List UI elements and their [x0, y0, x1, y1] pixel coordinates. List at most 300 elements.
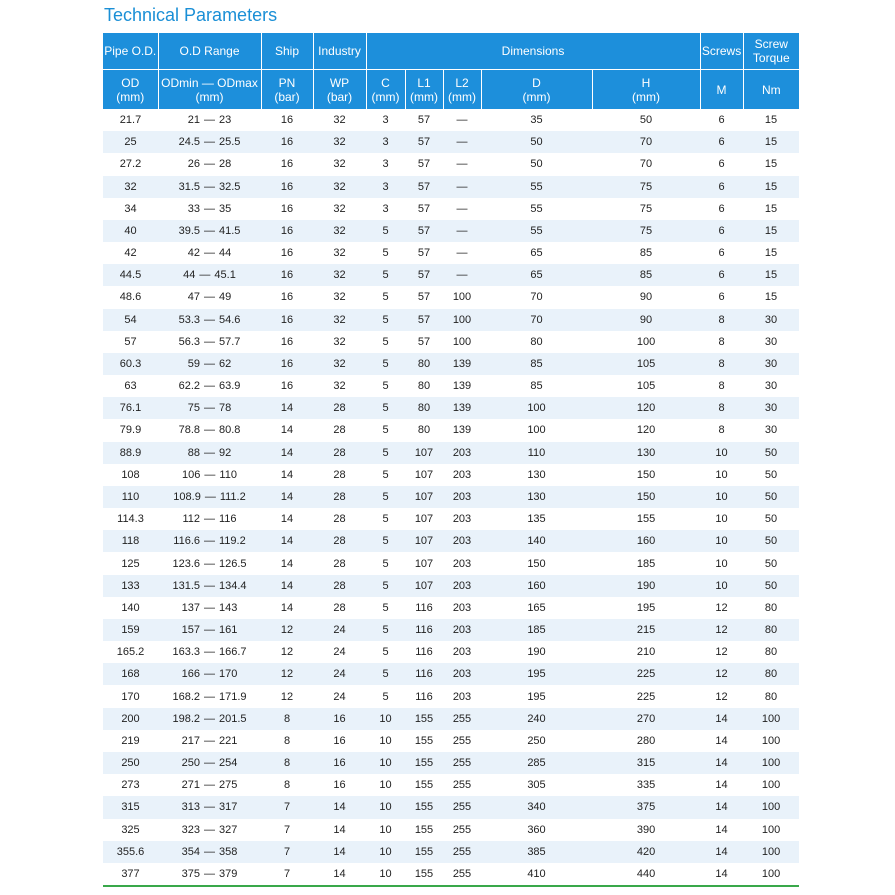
cell-l2: 255 [443, 841, 481, 863]
range-separator: — [204, 867, 215, 880]
cell-h: 85 [592, 242, 700, 264]
cell-d: 160 [481, 575, 592, 597]
range-separator: — [204, 291, 215, 304]
cell-h: 100 [592, 331, 700, 353]
cell-wp: 14 [313, 863, 366, 886]
range-separator: — [204, 513, 215, 526]
cell-wp: 16 [313, 708, 366, 730]
cell-c: 10 [366, 708, 405, 730]
range-separator: — [204, 247, 215, 260]
cell-h: 155 [592, 508, 700, 530]
cell-nm: 80 [743, 641, 799, 663]
cell-l1: 57 [405, 198, 443, 220]
cell-od-range [158, 774, 261, 796]
table-row [103, 242, 799, 264]
cell-l2: 203 [443, 552, 481, 574]
cell-h: 215 [592, 619, 700, 641]
cell-l2: 203 [443, 663, 481, 685]
cell-l2: 255 [443, 774, 481, 796]
table-row [103, 220, 799, 242]
cell-pn: 16 [261, 331, 313, 353]
cell-d: 135 [481, 508, 592, 530]
cell-m: 6 [700, 242, 743, 264]
cell-m: 10 [700, 552, 743, 574]
cell-nm: 80 [743, 663, 799, 685]
cell-h: 390 [592, 819, 700, 841]
od-max: 119.2 [219, 535, 246, 548]
cell-m: 8 [700, 353, 743, 375]
cell-od: 200 [103, 708, 158, 730]
cell-nm: 100 [743, 863, 799, 886]
od-min: 78.8 [178, 424, 200, 437]
cell-m: 6 [700, 109, 743, 131]
cell-od: 110 [103, 486, 158, 508]
cell-m: 6 [700, 220, 743, 242]
cell-l2: 255 [443, 708, 481, 730]
cell-h: 90 [592, 309, 700, 331]
range-separator: — [204, 424, 215, 437]
cell-m: 14 [700, 774, 743, 796]
table-row [103, 841, 799, 863]
table-row [103, 331, 799, 353]
table-row [103, 685, 799, 707]
od-min: 42 [187, 247, 200, 260]
cell-wp: 14 [313, 796, 366, 818]
od-min: 21 [187, 114, 200, 127]
cell-h: 270 [592, 708, 700, 730]
cell-l2: — [443, 153, 481, 175]
od-max: 126.5 [219, 557, 247, 570]
cell-c: 5 [366, 419, 405, 441]
cell-m: 10 [700, 464, 743, 486]
cell-od-range [158, 486, 261, 508]
cell-pn: 16 [261, 242, 313, 264]
cell-h: 90 [592, 286, 700, 308]
cell-l2: 203 [443, 619, 481, 641]
cell-wp: 32 [313, 264, 366, 286]
cell-h: 195 [592, 597, 700, 619]
cell-c: 10 [366, 796, 405, 818]
table-row [103, 353, 799, 375]
od-min: 112 [182, 513, 200, 526]
range-separator: — [204, 779, 215, 792]
cell-h: 75 [592, 220, 700, 242]
od-min: 47 [187, 291, 200, 304]
cell-l2: 139 [443, 419, 481, 441]
cell-od: 76.1 [103, 397, 158, 419]
od-max: 54.6 [219, 313, 241, 326]
cell-od: 108 [103, 464, 158, 486]
cell-od: 48.6 [103, 286, 158, 308]
cell-nm: 50 [743, 464, 799, 486]
cell-h: 85 [592, 264, 700, 286]
cell-d: 150 [481, 552, 592, 574]
range-separator: — [204, 845, 215, 858]
cell-od-range [158, 153, 261, 175]
od-min: 24.5 [178, 136, 200, 149]
cell-od-range [158, 397, 261, 419]
cell-c: 5 [366, 641, 405, 663]
cell-pn: 16 [261, 286, 313, 308]
cell-m: 8 [700, 375, 743, 397]
cell-c: 5 [366, 242, 405, 264]
od-max: 25.5 [219, 136, 241, 149]
range-separator: — [204, 712, 215, 725]
cell-m: 12 [700, 663, 743, 685]
cell-d: 70 [481, 309, 592, 331]
cell-h: 315 [592, 752, 700, 774]
table-row [103, 198, 799, 220]
cell-h: 210 [592, 641, 700, 663]
cell-c: 5 [366, 442, 405, 464]
cell-d: 55 [481, 220, 592, 242]
table-row [103, 375, 799, 397]
cell-nm: 100 [743, 841, 799, 863]
od-min: 168.2 [172, 690, 200, 703]
cell-wp: 32 [313, 176, 366, 198]
cell-m: 6 [700, 286, 743, 308]
od-max: 170 [219, 668, 238, 681]
cell-d: 195 [481, 685, 592, 707]
cell-d: 185 [481, 619, 592, 641]
cell-l1: 57 [405, 286, 443, 308]
od-min: 375 [181, 867, 200, 880]
cell-d: 340 [481, 796, 592, 818]
cell-h: 150 [592, 464, 700, 486]
cell-od: 40 [103, 220, 158, 242]
od-min: 53.3 [178, 313, 200, 326]
cell-od: 57 [103, 331, 158, 353]
range-separator: — [204, 313, 215, 326]
od-max: 161 [219, 624, 238, 637]
cell-od: 315 [103, 796, 158, 818]
range-separator: — [204, 335, 215, 348]
cell-l1: 116 [405, 685, 443, 707]
cell-od: 34 [103, 198, 158, 220]
cell-m: 14 [700, 841, 743, 863]
cell-pn: 14 [261, 397, 313, 419]
range-separator: — [204, 468, 216, 481]
cell-c: 5 [366, 264, 405, 286]
cell-l1: 107 [405, 508, 443, 530]
cell-c: 3 [366, 176, 405, 198]
cell-c: 5 [366, 575, 405, 597]
cell-l2: — [443, 176, 481, 198]
cell-wp: 32 [313, 153, 366, 175]
header-od-range: O.D Range [158, 33, 261, 70]
od-min: 217 [181, 734, 200, 747]
cell-m: 8 [700, 419, 743, 441]
cell-l2: — [443, 242, 481, 264]
cell-m: 6 [700, 198, 743, 220]
cell-l2: — [443, 109, 481, 131]
range-separator: — [204, 158, 215, 171]
od-max: 45.1 [214, 269, 236, 282]
cell-m: 10 [700, 575, 743, 597]
cell-od-range [158, 641, 261, 663]
cell-l1: 116 [405, 663, 443, 685]
cell-h: 280 [592, 730, 700, 752]
cell-d: 130 [481, 486, 592, 508]
od-max: 166.7 [219, 646, 247, 659]
cell-wp: 32 [313, 353, 366, 375]
cell-pn: 16 [261, 176, 313, 198]
header-odmin-odmax: ODmin — ODmax (mm) [158, 70, 261, 110]
cell-od: 79.9 [103, 419, 158, 441]
cell-nm: 80 [743, 685, 799, 707]
range-separator: — [204, 579, 215, 592]
cell-m: 8 [700, 309, 743, 331]
cell-c: 5 [366, 552, 405, 574]
cell-c: 5 [366, 397, 405, 419]
cell-od-range [158, 375, 261, 397]
cell-l2: 203 [443, 575, 481, 597]
cell-od: 88.9 [103, 442, 158, 464]
table-row [103, 508, 799, 530]
cell-od: 170 [103, 685, 158, 707]
od-min: 250 [181, 757, 200, 770]
od-min: 123.6 [172, 557, 200, 570]
cell-d: 55 [481, 176, 592, 198]
cell-od: 250 [103, 752, 158, 774]
cell-d: 70 [481, 286, 592, 308]
cell-d: 85 [481, 353, 592, 375]
od-min: 137 [181, 601, 200, 614]
cell-c: 10 [366, 730, 405, 752]
cell-d: 285 [481, 752, 592, 774]
header-d: D (mm) [481, 70, 592, 110]
cell-wp: 28 [313, 552, 366, 574]
cell-nm: 80 [743, 619, 799, 641]
cell-od: 63 [103, 375, 158, 397]
cell-d: 35 [481, 109, 592, 131]
cell-od: 25 [103, 131, 158, 153]
header-wp: WP (bar) [313, 70, 366, 110]
cell-h: 120 [592, 419, 700, 441]
cell-m: 14 [700, 796, 743, 818]
cell-pn: 12 [261, 619, 313, 641]
cell-l2: 255 [443, 819, 481, 841]
cell-l2: — [443, 220, 481, 242]
cell-pn: 14 [261, 530, 313, 552]
cell-od-range [158, 619, 261, 641]
cell-nm: 15 [743, 109, 799, 131]
cell-h: 225 [592, 685, 700, 707]
od-max: 44 [219, 247, 232, 260]
cell-c: 10 [366, 752, 405, 774]
cell-c: 5 [366, 353, 405, 375]
cell-m: 10 [700, 508, 743, 530]
cell-m: 12 [700, 641, 743, 663]
header-screws: Screws [700, 33, 743, 70]
cell-wp: 28 [313, 508, 366, 530]
cell-od: 60.3 [103, 353, 158, 375]
cell-pn: 14 [261, 464, 313, 486]
table-row [103, 176, 799, 198]
cell-l1: 155 [405, 819, 443, 841]
cell-d: 85 [481, 375, 592, 397]
od-max: 80.8 [219, 424, 241, 437]
cell-c: 5 [366, 685, 405, 707]
od-max: 134.4 [219, 579, 247, 592]
cell-m: 10 [700, 530, 743, 552]
cell-od-range [158, 309, 261, 331]
cell-od: 27.2 [103, 153, 158, 175]
cell-l2: 203 [443, 597, 481, 619]
cell-nm: 30 [743, 375, 799, 397]
cell-l1: 107 [405, 530, 443, 552]
od-min: 354 [181, 845, 200, 858]
cell-m: 10 [700, 486, 743, 508]
cell-od-range [158, 198, 261, 220]
od-min: 56.3 [178, 335, 200, 348]
cell-h: 50 [592, 109, 700, 131]
cell-d: 305 [481, 774, 592, 796]
od-min: 44 [183, 269, 196, 282]
cell-od: 273 [103, 774, 158, 796]
od-min: 131.5 [172, 579, 200, 592]
cell-nm: 50 [743, 575, 799, 597]
range-separator: — [199, 269, 211, 282]
table-row [103, 552, 799, 574]
cell-m: 8 [700, 397, 743, 419]
cell-wp: 28 [313, 397, 366, 419]
cell-od-range [158, 575, 261, 597]
cell-od-range [158, 131, 261, 153]
cell-l2: 203 [443, 442, 481, 464]
cell-od-range [158, 419, 261, 441]
cell-l1: 80 [405, 375, 443, 397]
cell-wp: 32 [313, 375, 366, 397]
header-screw-torque: Screw Torque [743, 33, 799, 70]
od-max: 221 [219, 734, 238, 747]
cell-c: 5 [366, 375, 405, 397]
cell-l1: 155 [405, 841, 443, 863]
cell-od: 118 [103, 530, 158, 552]
table-row [103, 486, 799, 508]
cell-l2: — [443, 264, 481, 286]
cell-od-range [158, 109, 261, 131]
cell-l2: — [443, 198, 481, 220]
cell-l1: 57 [405, 309, 443, 331]
table-row [103, 819, 799, 841]
cell-od: 219 [103, 730, 158, 752]
header-l2: L2 (mm) [443, 70, 481, 110]
cell-wp: 32 [313, 109, 366, 131]
table-row [103, 796, 799, 818]
page-title: Technical Parameters [104, 5, 278, 25]
cell-pn: 16 [261, 264, 313, 286]
table-row [103, 863, 799, 886]
cell-nm: 50 [743, 552, 799, 574]
header-nm: Nm [743, 70, 799, 110]
cell-l1: 80 [405, 397, 443, 419]
cell-h: 120 [592, 397, 700, 419]
cell-h: 70 [592, 153, 700, 175]
cell-od-range [158, 663, 261, 685]
cell-wp: 32 [313, 242, 366, 264]
cell-h: 420 [592, 841, 700, 863]
cell-od-range [158, 176, 261, 198]
table-row [103, 641, 799, 663]
cell-c: 5 [366, 309, 405, 331]
header-h: H (mm) [592, 70, 700, 110]
cell-c: 5 [366, 331, 405, 353]
header-pipe-od: Pipe O.D. [103, 33, 158, 70]
cell-m: 12 [700, 619, 743, 641]
cell-od-range [158, 442, 261, 464]
cell-wp: 24 [313, 685, 366, 707]
cell-nm: 50 [743, 508, 799, 530]
cell-pn: 16 [261, 309, 313, 331]
od-min: 39.5 [178, 224, 200, 237]
header-row-units [103, 70, 799, 110]
od-min: 163.3 [172, 646, 200, 659]
range-separator: — [204, 380, 215, 393]
cell-m: 14 [700, 819, 743, 841]
cell-l2: 203 [443, 508, 481, 530]
cell-od-range [158, 796, 261, 818]
cell-nm: 80 [743, 597, 799, 619]
table-row [103, 708, 799, 730]
cell-c: 10 [366, 819, 405, 841]
cell-l1: 107 [405, 575, 443, 597]
od-min: 59 [187, 357, 200, 370]
cell-l1: 116 [405, 641, 443, 663]
table-row [103, 663, 799, 685]
cell-m: 12 [700, 597, 743, 619]
cell-l1: 57 [405, 109, 443, 131]
od-min: 75 [187, 402, 200, 415]
cell-od: 54 [103, 309, 158, 331]
cell-wp: 32 [313, 286, 366, 308]
cell-d: 360 [481, 819, 592, 841]
header-row-groups [103, 33, 799, 70]
cell-l2: 139 [443, 397, 481, 419]
cell-l2: 203 [443, 464, 481, 486]
cell-l2: — [443, 131, 481, 153]
cell-nm: 15 [743, 198, 799, 220]
table-row [103, 109, 799, 131]
cell-od: 21.7 [103, 109, 158, 131]
cell-od-range [158, 730, 261, 752]
cell-l2: 139 [443, 353, 481, 375]
cell-od: 165.2 [103, 641, 158, 663]
cell-l2: 203 [443, 685, 481, 707]
od-min: 271 [181, 779, 200, 792]
table-row [103, 131, 799, 153]
od-min: 157 [181, 624, 200, 637]
cell-l1: 57 [405, 220, 443, 242]
cell-nm: 50 [743, 442, 799, 464]
cell-od: 159 [103, 619, 158, 641]
od-min: 88 [187, 446, 200, 459]
range-separator: — [204, 535, 215, 548]
od-max: 111.2 [219, 491, 246, 503]
cell-l1: 57 [405, 331, 443, 353]
cell-d: 240 [481, 708, 592, 730]
range-separator: — [204, 734, 215, 747]
cell-d: 130 [481, 464, 592, 486]
cell-l1: 107 [405, 464, 443, 486]
cell-od-range [158, 508, 261, 530]
cell-l2: 255 [443, 863, 481, 886]
cell-wp: 32 [313, 131, 366, 153]
cell-od-range [158, 597, 261, 619]
cell-h: 375 [592, 796, 700, 818]
cell-h: 150 [592, 486, 700, 508]
cell-od: 114.3 [103, 508, 158, 530]
